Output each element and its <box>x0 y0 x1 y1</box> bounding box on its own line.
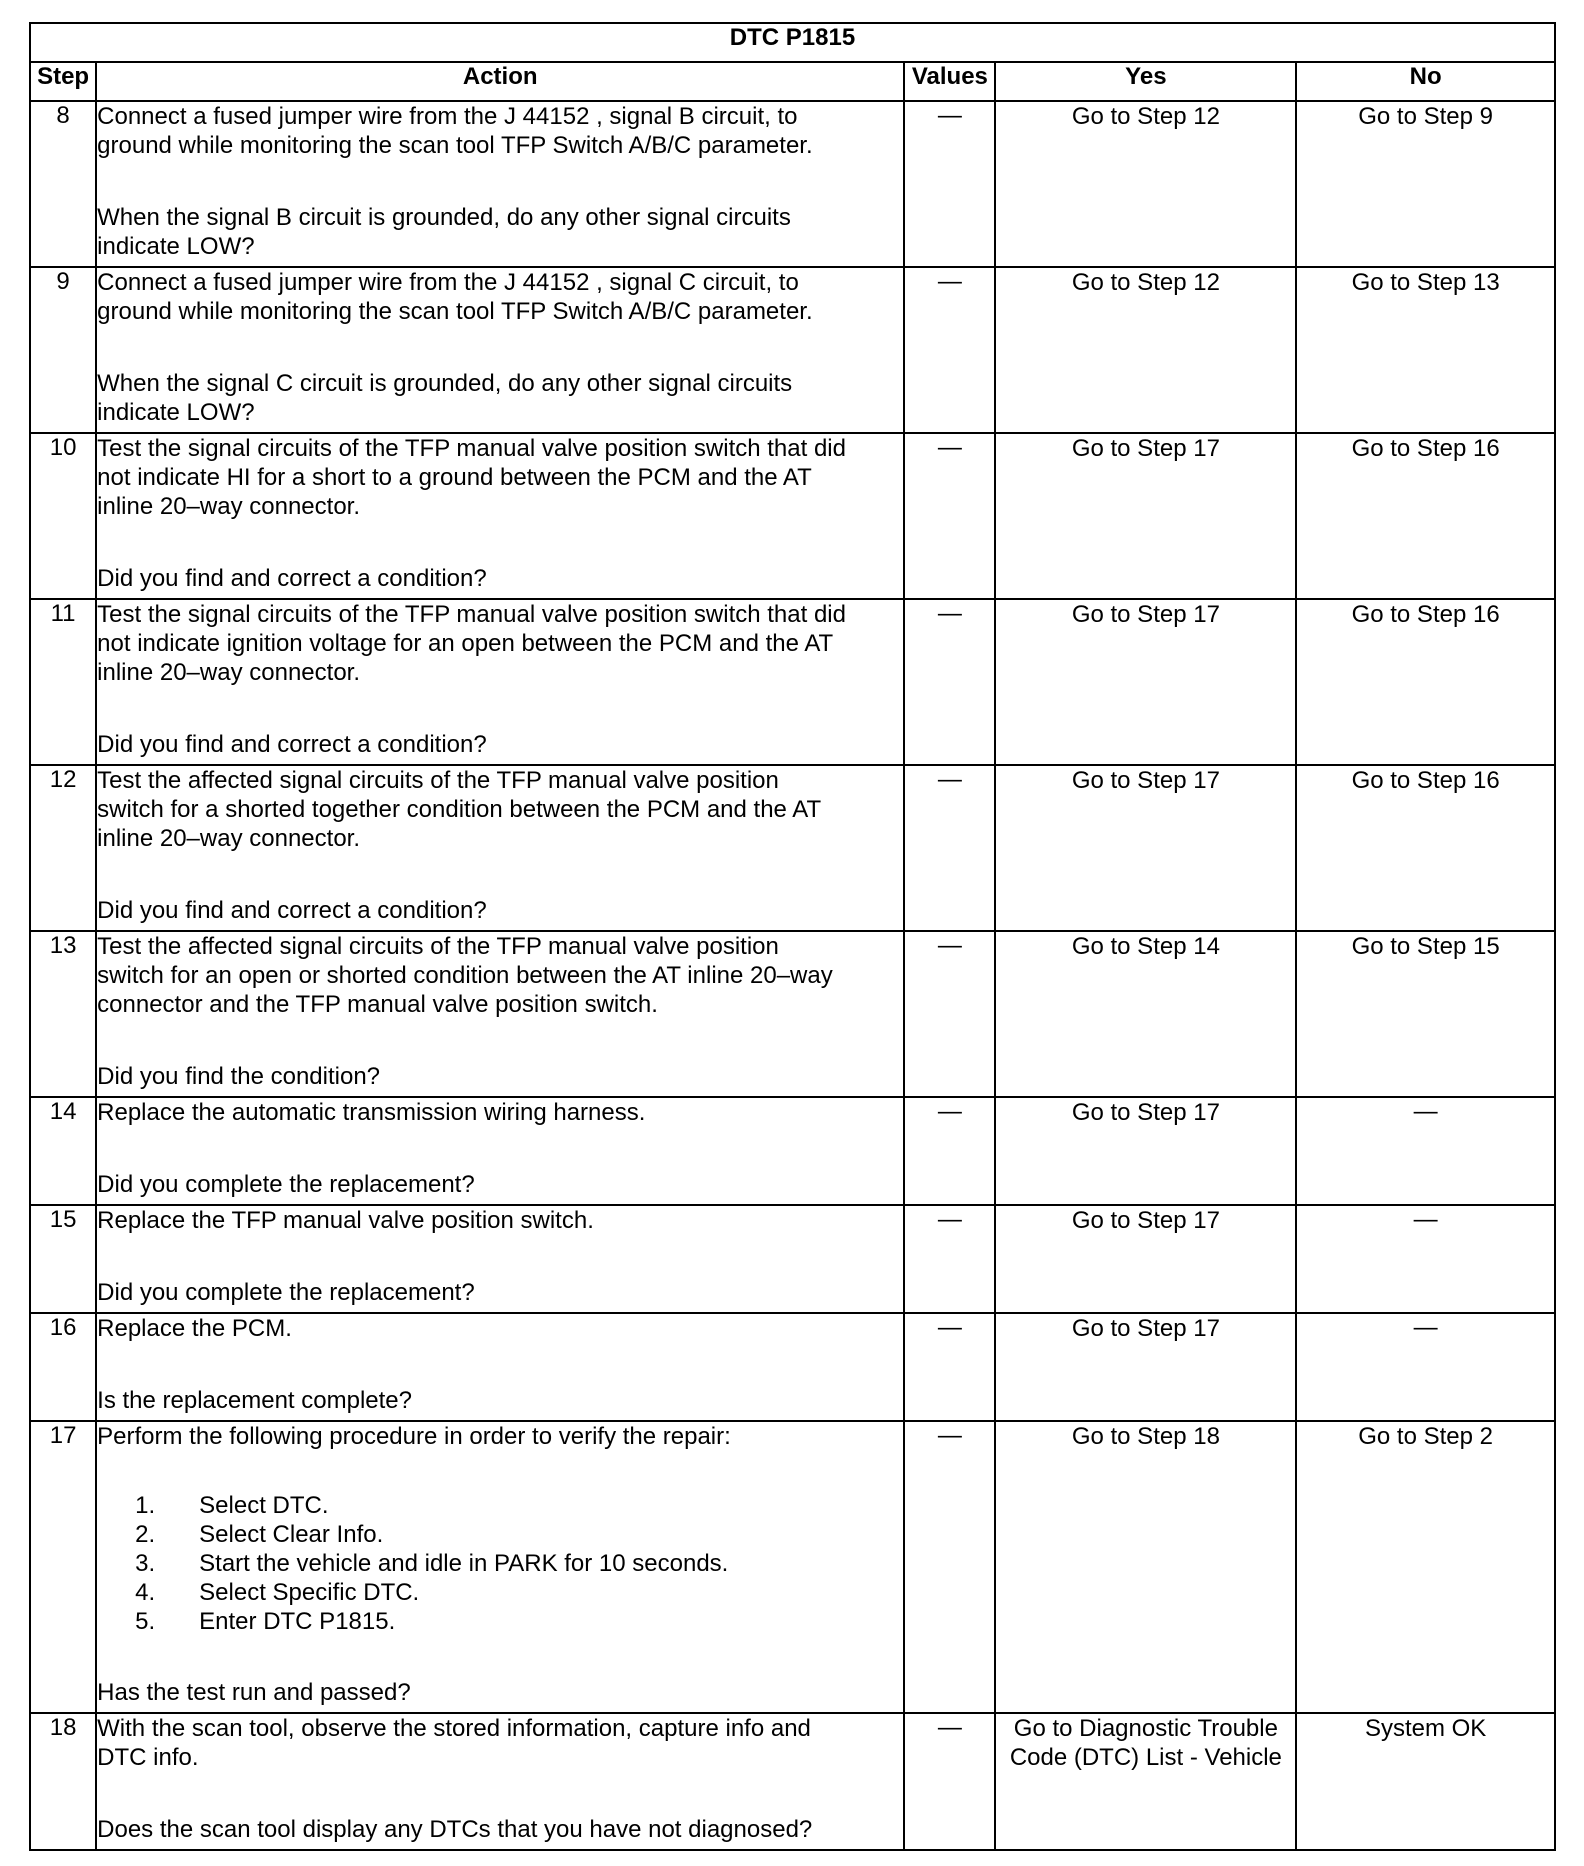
action-cell <box>96 931 904 1097</box>
header-step: Step <box>30 62 96 101</box>
table-row <box>30 765 1555 931</box>
step-number: 14 <box>30 1097 96 1205</box>
action-cell <box>96 599 904 765</box>
list-item: 3. Start the vehicle and idle in PARK for 10 seconds. <box>135 1550 729 1577</box>
action-cell <box>96 433 904 599</box>
table-row <box>30 1313 1555 1421</box>
values-cell: — <box>904 931 995 1097</box>
no-cell: Go to Step 16 <box>1296 599 1555 765</box>
values-cell: — <box>904 1097 995 1205</box>
step-number: 9 <box>30 267 96 433</box>
dtc-table <box>29 22 1556 1851</box>
no-cell: — <box>1296 1205 1555 1313</box>
action-question: Did you find and correct a condition? <box>97 565 487 592</box>
action-question: Did you find and correct a condition? <box>97 897 487 924</box>
no-cell: Go to Step 13 <box>1296 267 1555 433</box>
yes-cell: Go to Step 17 <box>995 433 1296 599</box>
action-text: Replace the TFP manual valve position switch. <box>97 1207 594 1234</box>
action-question: Did you complete the replacement? <box>97 1279 475 1306</box>
no-cell: Go to Step 9 <box>1296 101 1555 267</box>
values-cell: — <box>904 765 995 931</box>
no-cell: Go to Step 2 <box>1296 1421 1555 1713</box>
action-question: Did you find and correct a condition? <box>97 731 487 758</box>
header-action: Action <box>96 62 904 101</box>
action-question: Does the scan tool display any DTCs that you have not diagnosed? <box>97 1816 813 1843</box>
table-row <box>30 433 1555 599</box>
table-row <box>30 1205 1555 1313</box>
action-cell <box>96 1205 904 1313</box>
table-title: DTC P1815 <box>30 23 1555 62</box>
action-cell <box>96 1313 904 1421</box>
action-text: Replace the PCM. <box>97 1315 292 1342</box>
no-cell: Go to Step 16 <box>1296 765 1555 931</box>
action-cell <box>96 1713 904 1850</box>
yes-cell: Go to Step 17 <box>995 765 1296 931</box>
step-number: 16 <box>30 1313 96 1421</box>
step-number: 17 <box>30 1421 96 1713</box>
action-cell <box>96 101 904 267</box>
no-cell: Go to Step 16 <box>1296 433 1555 599</box>
action-text: Replace the automatic transmission wiring harness. <box>97 1099 646 1126</box>
action-question: When the signal B circuit is grounded, do any other signal circuits indicate LOW? <box>97 204 791 260</box>
action-text: Connect a fused jumper wire from the J 44152 , signal C circuit, to ground while monitoring the scan tool TFP Switch A/B/C parameter. <box>97 269 813 325</box>
no-cell: Go to Step 15 <box>1296 931 1555 1097</box>
yes-cell: Go to Step 17 <box>995 1313 1296 1421</box>
values-cell: — <box>904 101 995 267</box>
values-cell: — <box>904 1713 995 1850</box>
values-cell: — <box>904 1205 995 1313</box>
action-cell <box>96 1421 904 1713</box>
values-cell: — <box>904 1313 995 1421</box>
no-cell: — <box>1296 1097 1555 1205</box>
table-row <box>30 1713 1555 1850</box>
table-row <box>30 1421 1555 1713</box>
yes-cell: Go to Step 17 <box>995 1205 1296 1313</box>
action-text: Perform the following procedure in order to verify the repair: <box>97 1423 731 1450</box>
table-row <box>30 1097 1555 1205</box>
action-text: With the scan tool, observe the stored information, capture info and DTC info. <box>97 1715 811 1771</box>
action-text: Test the signal circuits of the TFP manual valve position switch that did not indicate HI for a short to a ground between the PCM and the AT inline 20–way connector. <box>97 435 846 520</box>
action-question: Is the replacement complete? <box>97 1387 412 1414</box>
yes-cell: Go to Diagnostic Trouble Code (DTC) List - Vehicle <box>995 1713 1296 1850</box>
step-number: 11 <box>30 599 96 765</box>
step-number: 8 <box>30 101 96 267</box>
header-no: No <box>1296 62 1555 101</box>
action-cell <box>96 267 904 433</box>
procedure-list <box>97 1491 903 1636</box>
yes-cell: Go to Step 12 <box>995 267 1296 433</box>
action-text: Test the signal circuits of the TFP manual valve position switch that did not indicate ignition voltage for an open between the PCM and the AT inline 20–way connector. <box>97 601 846 686</box>
action-text: Connect a fused jumper wire from the J 44152 , signal B circuit, to ground while monitoring the scan tool TFP Switch A/B/C parameter. <box>97 103 813 159</box>
action-question: Has the test run and passed? <box>97 1679 411 1706</box>
action-text: Test the affected signal circuits of the TFP manual valve position switch for an open or shorted condition between the AT inline 20–way connector and the TFP manual valve position switch. <box>97 933 833 1018</box>
list-item: 5. Enter DTC P1815. <box>135 1608 396 1635</box>
list-item: 2. Select Clear Info. <box>135 1521 384 1548</box>
yes-cell: Go to Step 12 <box>995 101 1296 267</box>
values-cell: — <box>904 599 995 765</box>
table-row <box>30 101 1555 267</box>
step-number: 18 <box>30 1713 96 1850</box>
table-row <box>30 267 1555 433</box>
no-cell: System OK <box>1296 1713 1555 1850</box>
action-question: Did you find the condition? <box>97 1063 381 1090</box>
action-cell <box>96 1097 904 1205</box>
yes-cell: Go to Step 17 <box>995 599 1296 765</box>
no-cell: — <box>1296 1313 1555 1421</box>
table-row <box>30 931 1555 1097</box>
step-number: 15 <box>30 1205 96 1313</box>
values-cell: — <box>904 1421 995 1713</box>
header-yes: Yes <box>995 62 1296 101</box>
step-number: 10 <box>30 433 96 599</box>
yes-cell: Go to Step 14 <box>995 931 1296 1097</box>
step-number: 12 <box>30 765 96 931</box>
values-cell: — <box>904 433 995 599</box>
action-text: Test the affected signal circuits of the TFP manual valve position switch for a shorted together condition between the PCM and the AT inline 20–way connector. <box>97 767 822 852</box>
yes-cell: Go to Step 18 <box>995 1421 1296 1713</box>
list-item: 4. Select Specific DTC. <box>135 1579 420 1606</box>
action-cell <box>96 765 904 931</box>
yes-cell: Go to Step 17 <box>995 1097 1296 1205</box>
action-question: Did you complete the replacement? <box>97 1171 475 1198</box>
list-item: 1. Select DTC. <box>135 1492 329 1519</box>
header-values: Values <box>904 62 995 101</box>
step-number: 13 <box>30 931 96 1097</box>
action-question: When the signal C circuit is grounded, do any other signal circuits indicate LOW? <box>97 370 793 426</box>
table-row <box>30 599 1555 765</box>
values-cell: — <box>904 267 995 433</box>
